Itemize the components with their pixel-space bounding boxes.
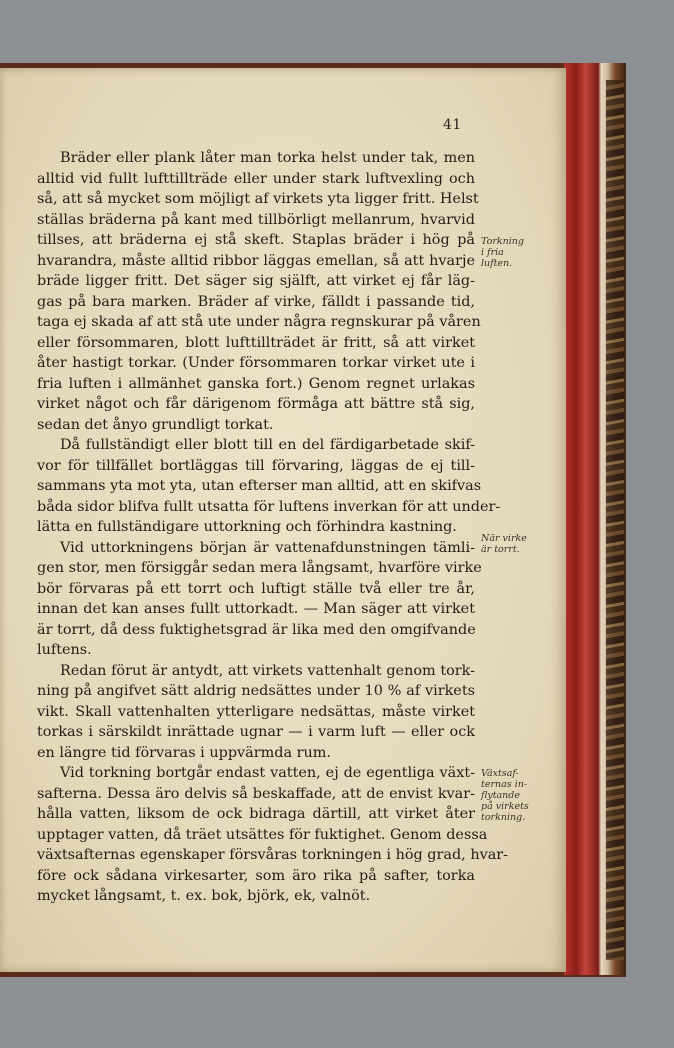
text-line: gas på bara marken. Bräder af virke, fälldt i passande tid, [37, 293, 475, 310]
margin-note-line: torkning. [481, 812, 526, 823]
margin-note-line: är torrt. [481, 544, 520, 555]
page-number: 41 [443, 117, 462, 133]
marbled-page-edge [606, 80, 624, 960]
text-line: Redan förut är antydt, att virkets vattenhalt genom tork- [60, 662, 475, 679]
text-line: ning på angifvet sätt aldrig nedsättes under 10 % af virkets [37, 683, 475, 699]
margin-note-line: Växtsaf- [481, 768, 519, 779]
margin-note-line: flytande [481, 790, 521, 801]
text-line: eller försommaren, blott lufttillträdet är fritt, så att virket [37, 334, 475, 351]
text-line: bör förvaras på ett torrt och luftigt ställe två eller tre år, [37, 580, 475, 597]
margin-note-vaxtsafter [481, 768, 545, 823]
text-line: är torrt, då dess fuktighetsgrad är lika med den omgifvande [37, 621, 476, 638]
margin-note-line: luften. [481, 258, 513, 269]
text-line: taga ej skada af att stå ute under några regnskurar på våren [37, 314, 481, 330]
margin-note-torrt [481, 533, 545, 555]
text-line: växtsafternas egenskaper försvåras torkningen i hög grad, hvar- [37, 847, 509, 863]
text-line: alltid vid fullt lufttillträde eller under stark luftvexling och [37, 170, 475, 187]
margin-note-torkning [481, 236, 545, 269]
margin-note-line: i fria [481, 247, 504, 258]
text-line: så, att så mycket som möjligt af virkets yta ligger fritt. Helst [37, 191, 479, 207]
text-line: Bräder eller plank låter man torka helst under tak, men [60, 150, 475, 166]
text-line: sammans yta mot yta, utan efterser man alltid, att en skifvas [37, 478, 482, 494]
text-line: Vid uttorkningens början är vattenafdunstningen tämli- [60, 539, 475, 556]
margin-note-line: ternas in- [481, 779, 528, 790]
text-line: torkas i särskildt inrättade ugnar — i varm luft — eller ock [37, 724, 475, 740]
text-line: vor för tillfället bortläggas till förvaring, läggas de ej till- [37, 457, 475, 474]
text-line: innan det kan anses fullt uttorkadt. — Man säger att virket [37, 601, 475, 617]
text-line: hvarandra, måste alltid ribbor läggas emellan, så att hvarje [37, 252, 475, 269]
text-line: åter hastigt torkar. (Under försommaren torkar virket ute i [37, 355, 475, 371]
text-line: mycket långsamt, t. ex. bok, björk, ek, valnöt. [37, 888, 371, 904]
text-line: luftens. [37, 642, 92, 658]
text-line: fria luften i allmänhet ganska fort.) Genom regnet urlakas [37, 375, 475, 392]
margin-note-line: Torkning [481, 236, 524, 247]
text-line: före ock sådana virkesarter, som äro rika på safter, torka [37, 867, 475, 884]
text-line: virket något och får därigenom förmåga att bättre stå sig, [37, 396, 475, 412]
text-line: tillses, att bräderna ej stå skeft. Staplas bräder i hög på [37, 232, 475, 248]
margin-note-line: När virke [481, 533, 527, 544]
text-line: sedan det ånyo grundligt torkat. [37, 416, 274, 433]
text-line: gen stor, men försiggår sedan mera långsamt, hvarföre virke [37, 560, 482, 576]
text-line: safterna. Dessa äro delvis så beskaffade, att de envist kvar- [37, 785, 475, 802]
text-line: en längre tid förvaras i uppvärmda rum. [37, 744, 331, 761]
text-line: Vid torkning bortgår endast vatten, ej de egentliga växt- [60, 765, 475, 781]
text-line: lätta en fullständigare uttorkning och förhindra kastning. [37, 519, 457, 535]
text-line: båda sidor blifva fullt utsatta för luftens inverkan för att under- [37, 498, 501, 515]
margin-note-line: på virkets [481, 801, 529, 812]
text-line: bräde ligger fritt. Det säger sig själft, att virket ej får läg- [37, 273, 475, 289]
text-line: hålla vatten, liksom de ock bidraga därtill, att virket åter [37, 806, 475, 822]
text-line: vikt. Skall vattenhalten ytterligare nedsättas, måste virket [37, 703, 475, 720]
text-line: Då fullständigt eller blott till en del färdigarbetade skif- [60, 437, 475, 453]
text-line: upptager vatten, då träet utsättes för fuktighet. Genom dessa [37, 826, 488, 843]
text-line: ställas bräderna på kant med tillbörligt mellanrum, hvarvid [37, 211, 475, 228]
